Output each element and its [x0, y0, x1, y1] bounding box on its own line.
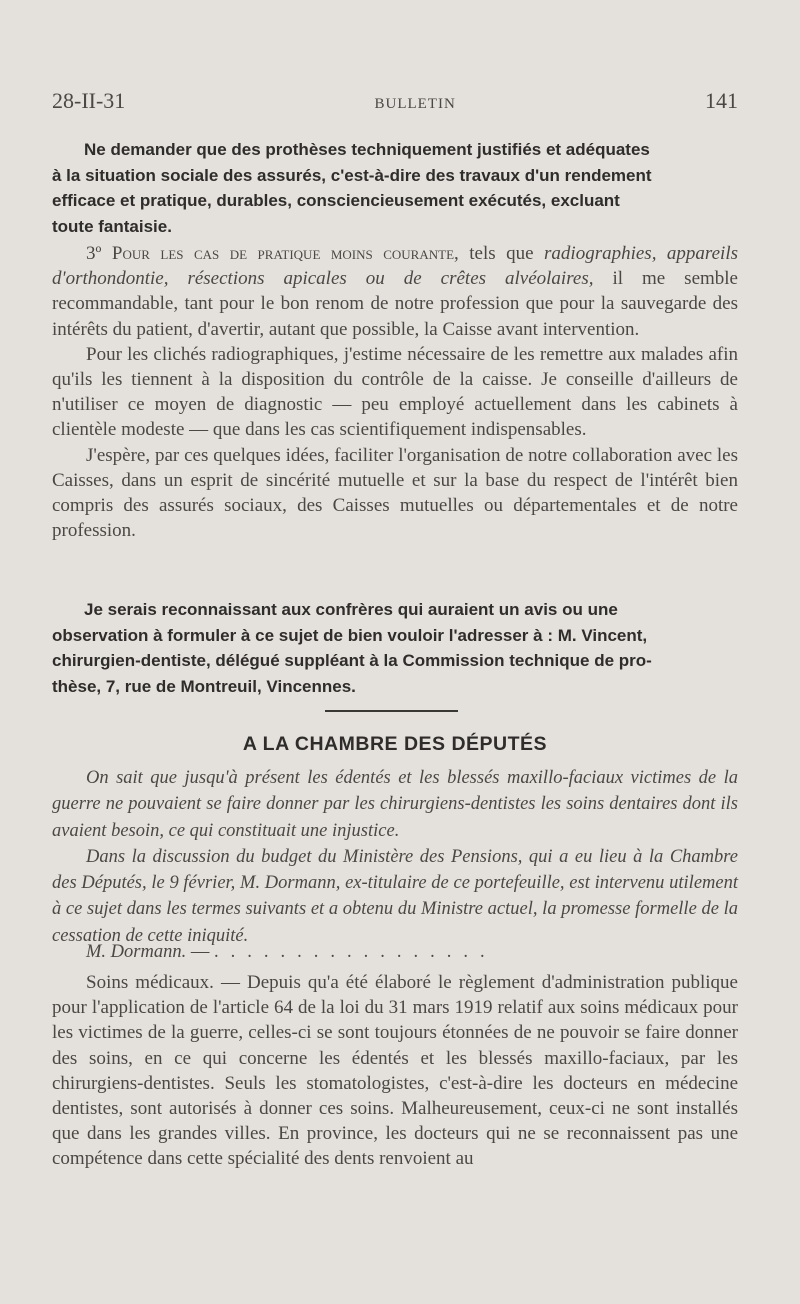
paragraph-section-3: 3º Pour les cas de pratique moins courante, tels que radiographies, appareils d'orthondontie, résections apicales ou de crêtes alvéolaires, il me semble recommandable, tant pour le bon renom de notre profession que pour la sauvegarde des intérêts du patient, d'avertir, autant que possible, la Caisse avant intervention.	[52, 243, 738, 340]
journal-title: BULLETIN	[374, 96, 456, 112]
bold-line: Ne demander que des prothèses techniquement justifiés et adéquates	[84, 140, 650, 159]
body-text-upper	[52, 241, 738, 543]
speech-paragraph: Soins médicaux. — Depuis qu'a été élaboré le règlement d'administration publique pour l'application de l'article 64 de la loi du 31 mars 1919 relatif aux soins médicaux pour les victimes de la guerre, celles-ci se sont toujours étonnées de ne pouvoir se faire donner des soins, en ce qui concerne les édentés et les blessés maxillo-faciaux, par les chirurgiens-dentistes. Seuls les stomatologistes, c'est-à-dire les docteurs en médecine dentistes, sont autorisés à donner ces soins. Malheureusement, ceux-ci ne sont installés que dans les grandes villes. En province, les docteurs qui ne se reconnaissent pas une compétence dans cette spécialité des dents renvoient au	[52, 972, 738, 1170]
italic-introduction	[52, 765, 738, 949]
intro-bold-paragraph	[52, 137, 738, 239]
bold-line: efficace et pratique, durables, consciencieusement exécutés, excluant	[52, 191, 620, 210]
paragraph-radiographs: Pour les clichés radiographiques, j'estime nécessaire de les remettre aux malades afin qu'ils les tiennent à la disposition du contrôle de la caisse. Je conseille d'ailleurs de n'utiliser ce moyen de diagnostic — peu employé actuellement dans les cabinets à clientèle modeste — que dans les cas scientifiquement indispensables.	[52, 343, 738, 441]
speaker-name: M. Dormann.	[86, 942, 187, 962]
italic-examples: radiographies, appareils d'orthondontie, résections apicales ou de crêtes alvéolaires,	[52, 243, 738, 290]
section-divider	[325, 710, 458, 712]
section-title: A LA CHAMBRE DES DÉPUTÉS	[242, 733, 548, 755]
issue-date: 28-II-31	[52, 88, 126, 113]
speaker-line: M. Dormann. — .................	[86, 942, 497, 962]
bold-line: chirurgien-dentiste, délégué suppléant à la Commission technique de pro-	[52, 651, 652, 670]
closing-bold-paragraph	[52, 597, 738, 699]
page-number: 141	[704, 88, 738, 113]
bold-line: toute fantaisie.	[52, 216, 172, 236]
paragraph-hope: J'espère, par ces quelques idées, faciliter l'organisation de notre collaboration avec les Caisses, dans un esprit de sincérité mutuelle et sur la base du respect de l'intérêt bien compris des assurés sociaux, des Caisses mutuelles ou départementales et de notre profession.	[52, 444, 738, 542]
bold-line: observation à formuler à ce sujet de bien vouloir l'adresser à : M. Vincent,	[52, 625, 648, 645]
bold-line: à la situation sociale des assurés, c'est-à-dire des travaux d'un rendement	[52, 165, 652, 185]
running-header	[52, 88, 738, 114]
bold-line: thèse, 7, rue de Montreuil, Vincennes.	[52, 676, 356, 696]
italic-paragraph: On sait que jusqu'à présent les édentés et les blessés maxillo-faciaux victimes de la guerre ne pouvaient se faire donner par les chirurgiens-dentistes les soins dentaires dont ils avaient besoin, ce qui constituait une injustice.	[52, 768, 738, 841]
section-heading: Pour les cas de pratique moins courante,	[111, 243, 459, 264]
section-number: 3º	[86, 243, 102, 264]
elision-dots: .................	[213, 942, 497, 962]
bold-line: Je serais reconnaissant aux confrères qui auraient un avis ou une	[84, 600, 618, 619]
italic-paragraph: Dans la discussion du budget du Ministère des Pensions, qui a eu lieu à la Chambre des Députés, le 9 février, M. Dormann, ex-titulaire de ce portefeuille, est intervenu utilement à ce sujet dans les termes suivants et a obtenu du Ministre actuel, la promesse formelle de la cessation de cette iniquité.	[52, 846, 738, 946]
body-text-lower	[52, 970, 738, 1172]
